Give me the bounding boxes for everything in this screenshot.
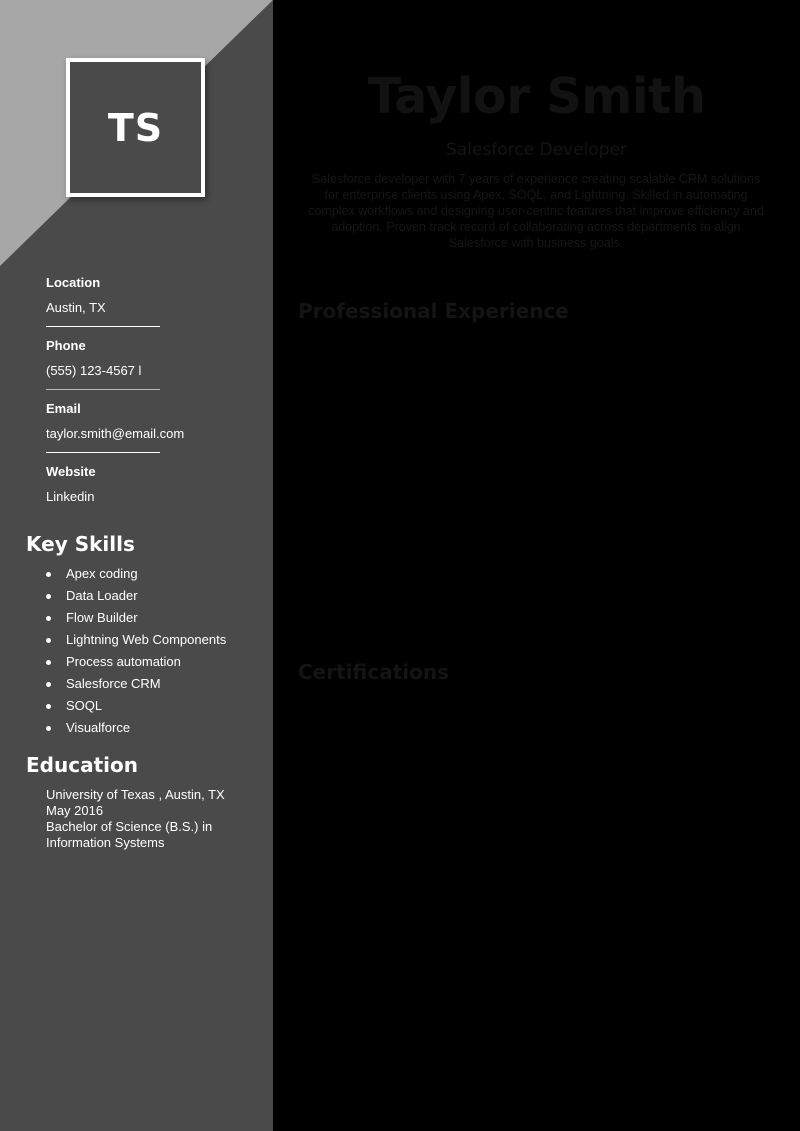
contact-email <box>46 400 246 443</box>
skill-item <box>46 607 226 629</box>
email-value: taylor.smith@email.com <box>46 426 185 441</box>
divider <box>46 452 160 453</box>
bullet-icon <box>46 638 51 643</box>
skill-item <box>46 717 226 739</box>
experience-heading: Professional Experience <box>298 299 569 323</box>
phone-value: (555) 123-4567 l <box>46 363 142 378</box>
skill-item <box>46 563 226 585</box>
skill-label: Flow Builder <box>66 610 138 625</box>
candidate-name: Taylor Smith <box>367 68 706 125</box>
skill-label: SOQL <box>66 698 103 713</box>
bullet-icon <box>46 616 51 621</box>
bullet-icon <box>46 726 51 731</box>
job-title: Salesforce Developer <box>446 140 627 160</box>
skill-label: Apex coding <box>66 566 138 581</box>
contact-label: Website <box>46 464 96 479</box>
education-school: University of Texas , Austin, TX <box>46 787 225 802</box>
monogram-box <box>66 58 205 197</box>
monogram-initials: TS <box>107 105 164 150</box>
location-value: Austin, TX <box>46 300 106 315</box>
bullet-icon <box>46 704 51 709</box>
bullet-icon <box>46 594 51 599</box>
skill-item <box>46 673 226 695</box>
education-entry <box>46 787 256 851</box>
skill-item <box>46 651 226 673</box>
contact-location <box>46 274 246 317</box>
contact-section <box>46 274 246 506</box>
certifications-heading: Certifications <box>298 660 449 684</box>
main-column <box>273 0 800 1131</box>
sidebar <box>0 0 273 1131</box>
contact-phone <box>46 337 246 380</box>
skill-label: Visualforce <box>66 720 131 735</box>
education-degree-field: Information Systems <box>46 835 165 850</box>
website-link[interactable]: Linkedin <box>46 489 95 504</box>
bullet-icon <box>46 572 51 577</box>
profile-summary: Salesforce developer with 7 years of experience creating scalable CRM solutions for enterprise clients using Apex, SOQL, and Lightning. Skilled in automating complex workflows and designing user-centric features that improve efficiency and adoption. Proven track record of collaborating across departments to align Salesforce with business goals. <box>308 172 764 250</box>
contact-website <box>46 463 246 506</box>
education-heading: Education <box>26 753 138 777</box>
education-degree: Bachelor of Science (B.S.) in <box>46 819 213 834</box>
education-date: May 2016 <box>46 803 104 818</box>
bullet-icon <box>46 660 51 665</box>
skills-list <box>46 563 226 739</box>
skill-item <box>46 695 226 717</box>
bullet-icon <box>46 682 51 687</box>
skill-item <box>46 585 226 607</box>
skill-label: Lightning Web Components <box>66 632 227 647</box>
skill-item <box>46 629 226 651</box>
skills-heading: Key Skills <box>26 532 135 556</box>
divider <box>46 326 160 327</box>
skill-label: Data Loader <box>66 588 138 603</box>
contact-label: Email <box>46 401 81 416</box>
contact-label: Location <box>46 275 101 290</box>
skill-label: Process automation <box>66 654 181 669</box>
skill-label: Salesforce CRM <box>66 676 161 691</box>
divider <box>46 389 160 390</box>
contact-label: Phone <box>46 338 86 353</box>
